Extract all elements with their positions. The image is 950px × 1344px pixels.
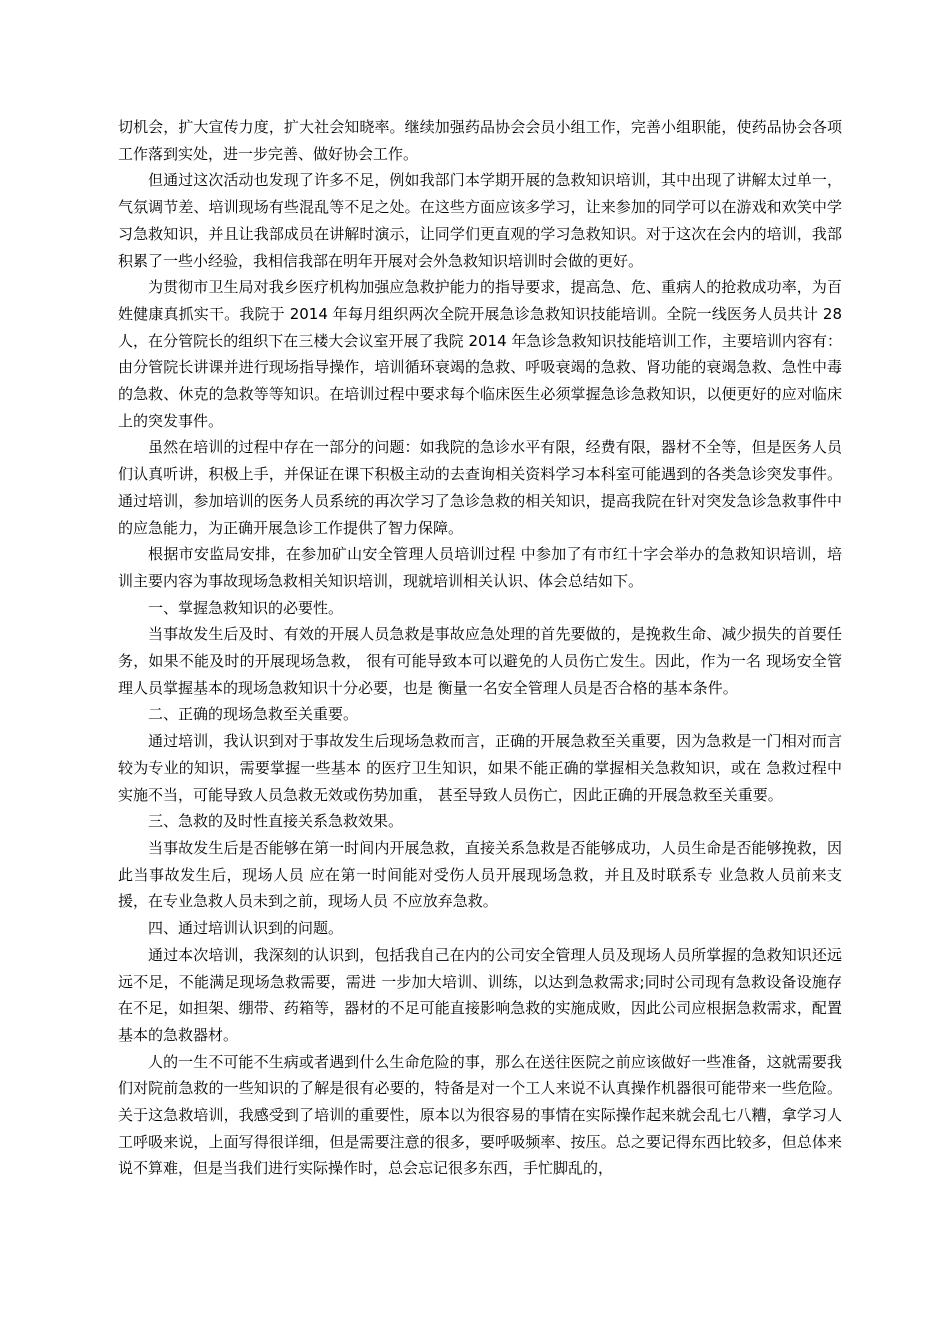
paragraph-timeliness: 当事故发生后是否能够在第一时间内开展急救，直接关系急救是否能够成功，人员生命是否能够挽救，因此当事故发生后，现场人员 应在第一时间能对受伤人员开展现场急救，并且及时联系专 业急救人员前来支援，在专业急救人员未到之前，现场人员 不应放弃急救。 — [118, 838, 842, 911]
paragraph-personal-reflection: 人的一生不可能不生病或者遇到什么生命危险的事，那么在送往医院之前应该做好一些准备，这就需要我们对院前急救的一些知识的了解是很有必要的，特备是对一个工人来说不认真操作机器很可能带来一些危险。关于这急救培训，我感受到了培训的重要性，原本以为很容易的事情在实际操作起来就会乱七八糟，拿学习人工呼吸来说，上面写得很详细，但是需要注意的很多，要呼吸频率、按压。总之要记得东西比较多，但总体来说不算难，但是当我们进行实际操作时，总会忘记很多东西，手忙脚乱的， — [118, 1052, 842, 1178]
section-heading-1: 一、掌握急救知识的必要性。 — [148, 598, 344, 617]
paragraph-hospital-training: 为贯彻市卫生局对我乡医疗机构加强应急救护能力的指导要求，提高急、危、重病人的抢救成功率，为百姓健康真抓实干。我院于 2014 年每月组织两次全院开展急诊急救知识技能培训。全院一线医务人员共计 28 人，在分管院长的组织下在三楼大会议室开展了我院 2014 年急诊急救知识技能培训工作，主要培训内容有：由分管院长讲课并进行现场指导操作，培训循环衰竭的急救、呼吸衰竭的急救、肾功能的衰竭急救、急性中毒的急救、休克的急救等等知识。在培训过程中要求每个临床医生必须掌握急诊急救知识，以便更好的应对临床上的突发事件。 — [118, 278, 842, 430]
section-heading-3: 三、急救的及时性直接关系急救效果。 — [148, 812, 404, 831]
section-heading-4: 四、通过培训认识到的问题。 — [148, 919, 344, 938]
paragraph-mine-safety-training: 根据市安监局安排，在参加矿山安全管理人员培训过程 中参加了有市红十字会举办的急救知识培训，培训主要内容为事故现场急救相关知识培训，现就培训相关认识、体会总结如下。 — [118, 545, 842, 590]
paragraph-correct-first-aid: 通过培训，我认识到对于事故发生后现场急救而言，正确的开展急救至关重要，因为急救是一门相对而言较为专业的知识，需要掌握一些基本 的医疗卫生知识，如果不能正确的掌握相关急救知识，或在 急救过程中实施不当，可能导致人员急救无效或伤势加重， 甚至导致人员伤亡，因此正确的开展急救至关重要。 — [118, 732, 842, 804]
paragraph-activity-shortcomings: 但通过这次活动也发现了许多不足，例如我部门本学期开展的急救知识培训，其中出现了讲解太过单一，气氛调节差、培训现场有些混乱等不足之处。在这些方面应该多学习，让来参加的同学可以在游戏和欢笑中学习急救知识，并且让我部成员在讲解时演示，让同学们更直观的学习急救知识。对于这次在会内的培训，我部积累了一些小经验，我相信我部在明年开展对会外急救知识培训时会做的更好。 — [118, 171, 842, 270]
document-page — [118, 114, 842, 1182]
paragraph-necessity: 当事故发生后及时、有效的开展人员急救是事故应急处理的首先要做的，是挽救生命、减少损失的首要任务，如果不能及时的开展现场急救， 很有可能导致本可以避免的人员伤亡发生。因此，作为一名 现场安全管理人员掌握基本的现场急救知识十分必要，也是 衡量一名安全管理人员是否合格的基本条件。 — [118, 625, 842, 697]
paragraph-continued: 切机会，扩大宣传力度，扩大社会知晓率。继续加强药品协会会员小组工作，完善小组职能，使药品协会各项工作落到实处，进一步完善、做好协会工作。 — [118, 118, 842, 163]
section-heading-2: 二、正确的现场急救至关重要。 — [148, 705, 359, 724]
paragraph-problems-identified: 通过本次培训，我深刻的认识到，包括我自己在内的公司安全管理人员及现场人员所掌握的急救知识还远远不足，不能满足现场急救需要，需进 一步加大培训、训练，以达到急救需求;同时公司现有急救设备设施存在不足，如担架、绷带、药箱等，器材的不足可能直接影响急救的实施成败，因此公司应根据急救需求，配置基本的急救器材。 — [118, 945, 842, 1044]
paragraph-training-problems: 虽然在培训的过程中存在一部分的问题：如我院的急诊水平有限，经费有限，器材不全等，但是医务人员们认真听讲，积极上手，并保证在课下积极主动的去查询相关资料学习本科室可能遇到的各类急诊突发事件。通过培训，参加培训的医务人员系统的再次学习了急诊急救的相关知识，提高我院在针对突发急诊急救事件中的应急能力，为正确开展急诊工作提供了智力保障。 — [118, 438, 842, 537]
